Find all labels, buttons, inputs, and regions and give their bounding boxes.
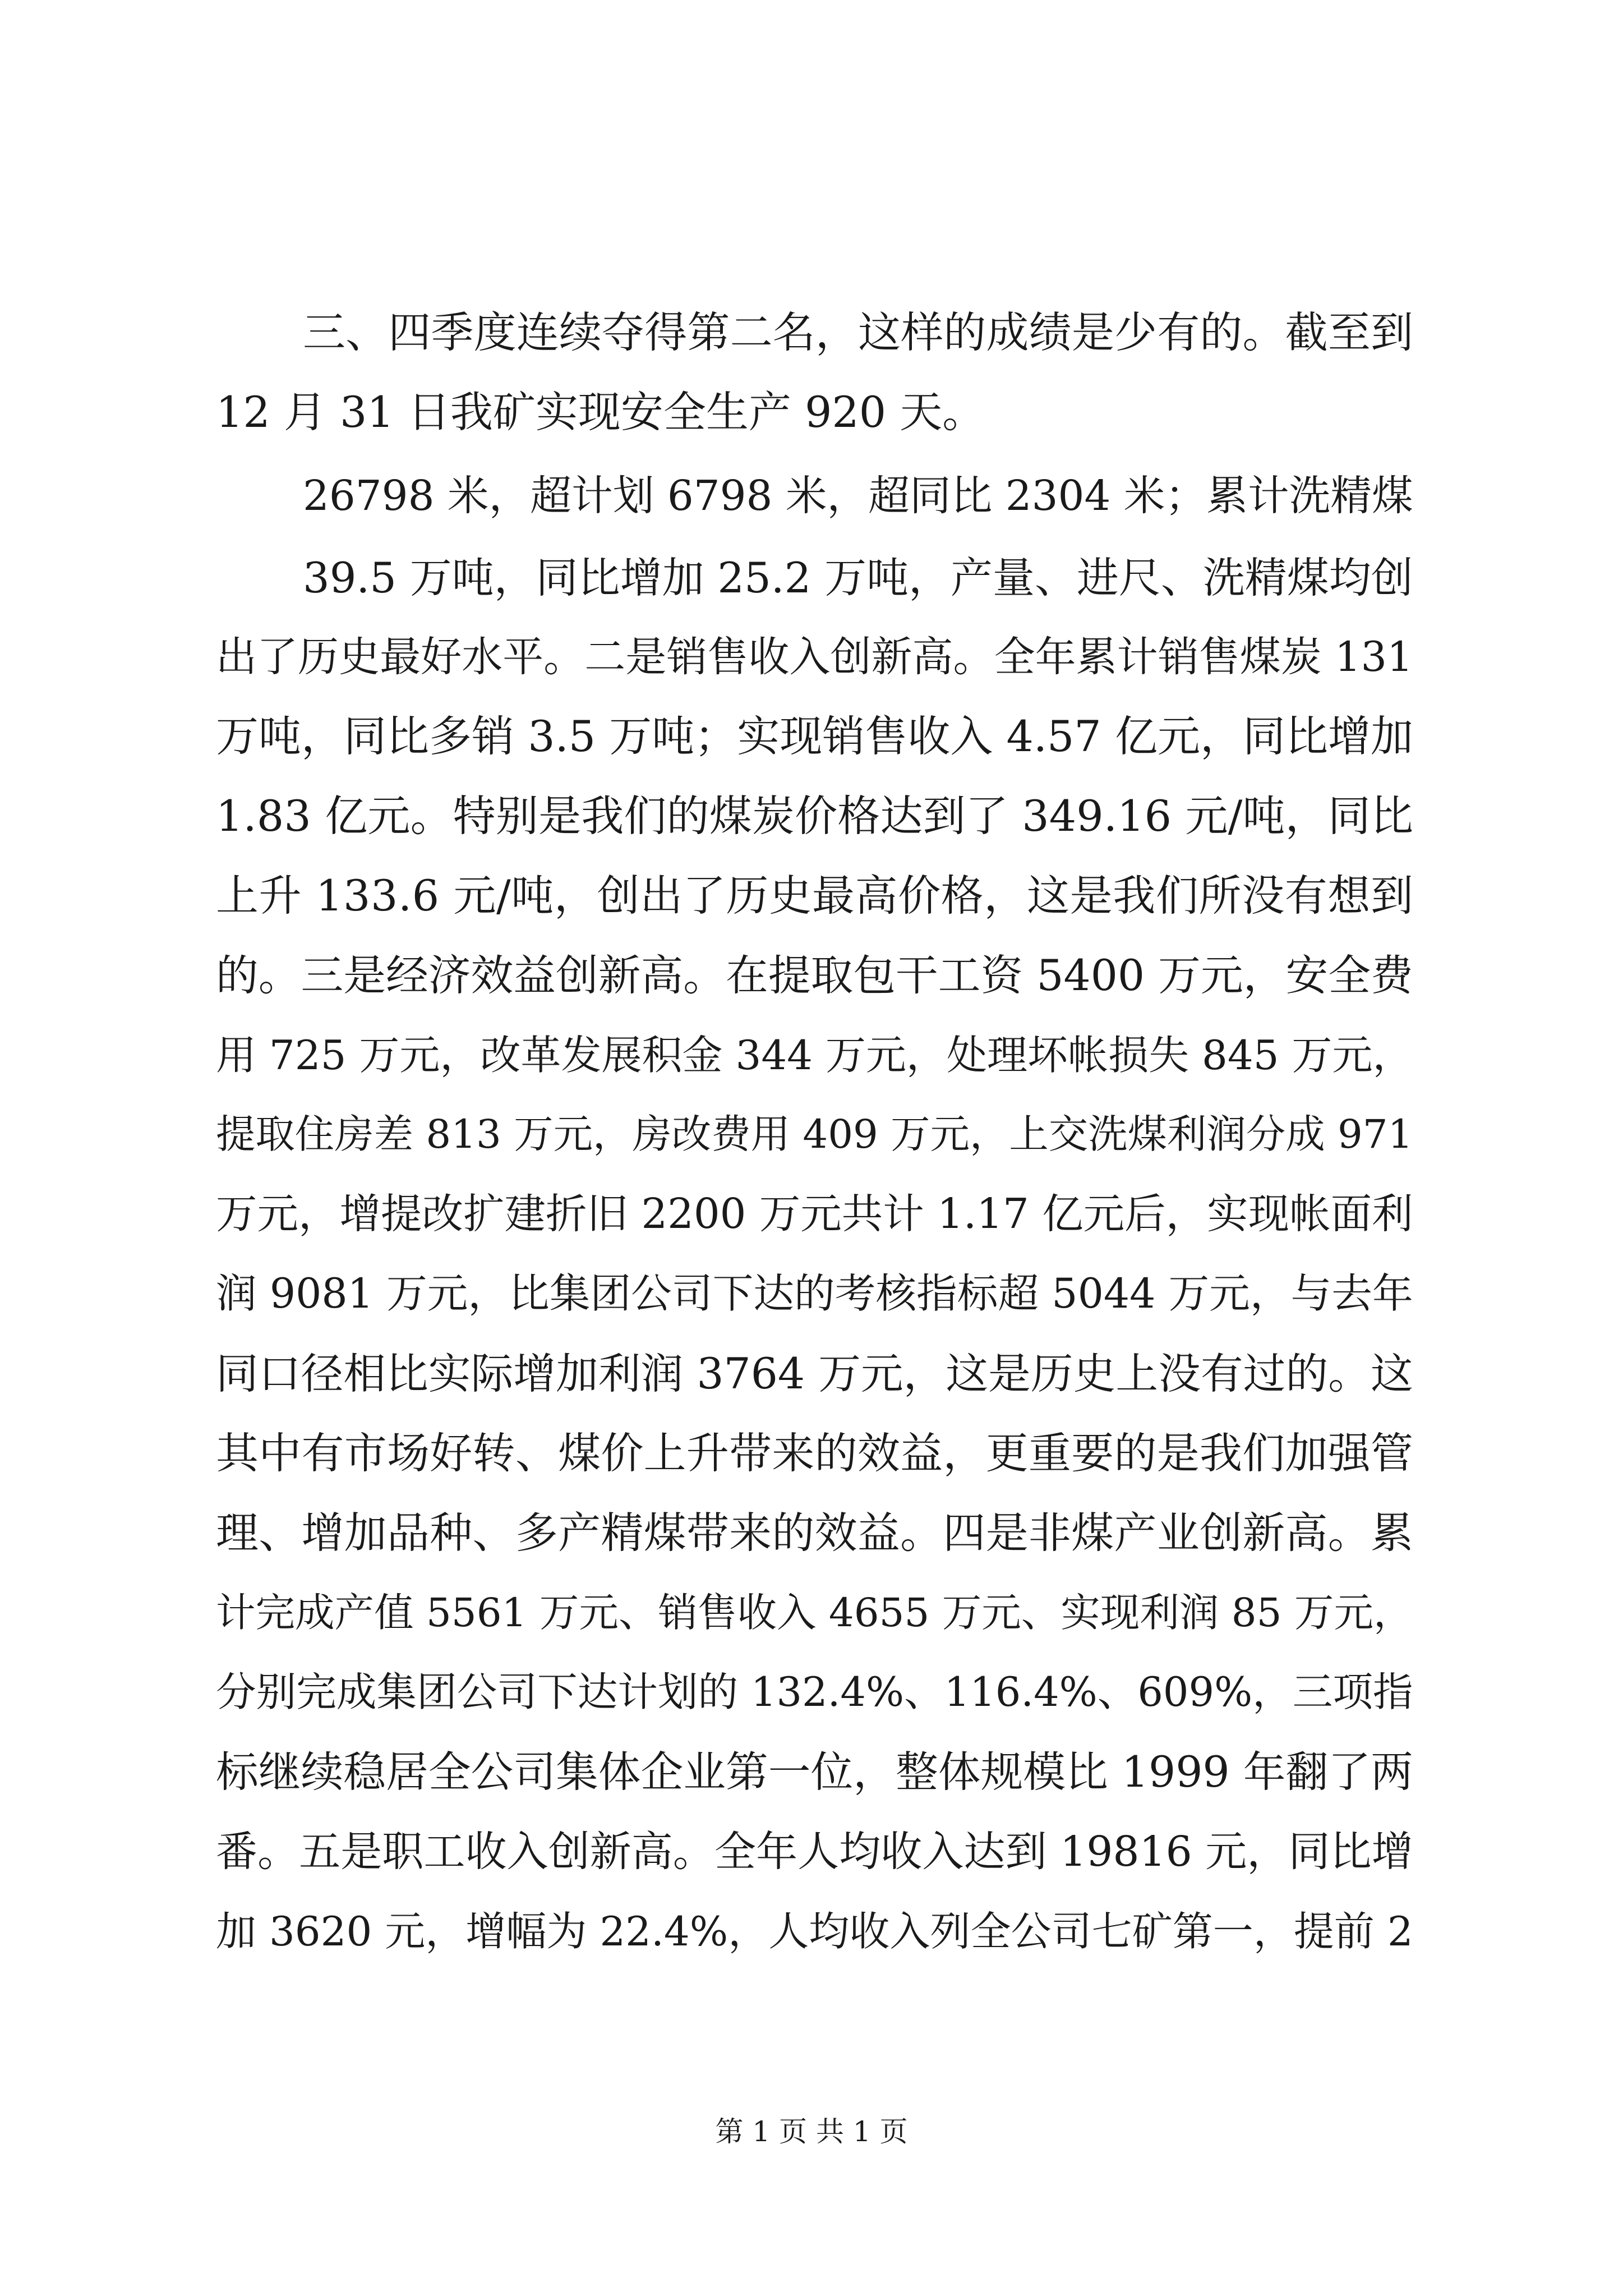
text-line: 的。三是经济效益创新高。在提取包干工资 5400 万元，安全费 bbox=[216, 951, 1413, 1000]
text-line: 39.5 万吨，同比增加 25.2 万吨，产量、进尺、洗精煤均创 bbox=[303, 553, 1413, 602]
text-line: 分别完成集团公司下达计划的 132.4%、116.4%、609%，三项指 bbox=[216, 1669, 1413, 1715]
text-line: 1.83 亿元。特别是我们的煤炭价格达到了 349.16 元/吨，同比 bbox=[216, 791, 1414, 841]
text-line: 标继续稳居全公司集体企业第一位，整体规模比 1999 年翻了两 bbox=[216, 1747, 1413, 1797]
text-line: 万元，增提改扩建折旧 2200 万元共计 1.17 亿元后，实现帐面利 bbox=[216, 1190, 1413, 1238]
text-line: 番。五是职工收入创新高。全年人均收入达到 19816 元，同比增 bbox=[216, 1828, 1413, 1876]
text-line: 提取住房差 813 万元，房改费用 409 万元，上交洗煤利润分成 971 bbox=[216, 1111, 1413, 1157]
text-line: 理、增加品种、多产精煤带来的效益。四是非煤产业创新高。累 bbox=[216, 1508, 1414, 1558]
text-line: 三、四季度连续夺得第二名，这样的成绩是少有的。截至到 bbox=[303, 307, 1414, 357]
text-line: 润 9081 万元，比集团公司下达的考核指标超 5044 万元，与去年 bbox=[216, 1271, 1413, 1318]
text-line: 出了历史最好水平。二是销售收入创新高。全年累计销售煤炭 131 bbox=[216, 633, 1413, 681]
text-line: 同口径相比实际增加利润 3764 万元，这是历史上没有过的。这 bbox=[216, 1349, 1413, 1398]
text-line: 计完成产值 5561 万元、销售收入 4655 万元、实现利润 85 万元， bbox=[216, 1590, 1413, 1636]
page-number: 第 1 页 共 1 页 bbox=[715, 2115, 908, 2148]
text-line: 其中有市场好转、煤价上升带来的效益，更重要的是我们加强管 bbox=[216, 1428, 1414, 1478]
text-line: 12 月 31 日我矿实现安全生产 920 天。 bbox=[216, 387, 985, 437]
text-line: 加 3620 元，增幅为 22.4%，人均收入列全公司七矿第一，提前 2 bbox=[216, 1908, 1413, 1955]
text-line: 26798 米，超计划 6798 米，超同比 2304 米；累计洗精煤 bbox=[303, 472, 1413, 520]
text-line: 用 725 万元，改革发展积金 344 万元，处理坏帐损失 845 万元， bbox=[216, 1032, 1413, 1079]
text-line: 万吨，同比多销 3.5 万吨；实现销售收入 4.57 亿元，同比增加 bbox=[216, 711, 1414, 761]
text-line: 上升 133.6 元/吨，创出了历史最高价格，这是我们所没有想到 bbox=[216, 871, 1414, 921]
